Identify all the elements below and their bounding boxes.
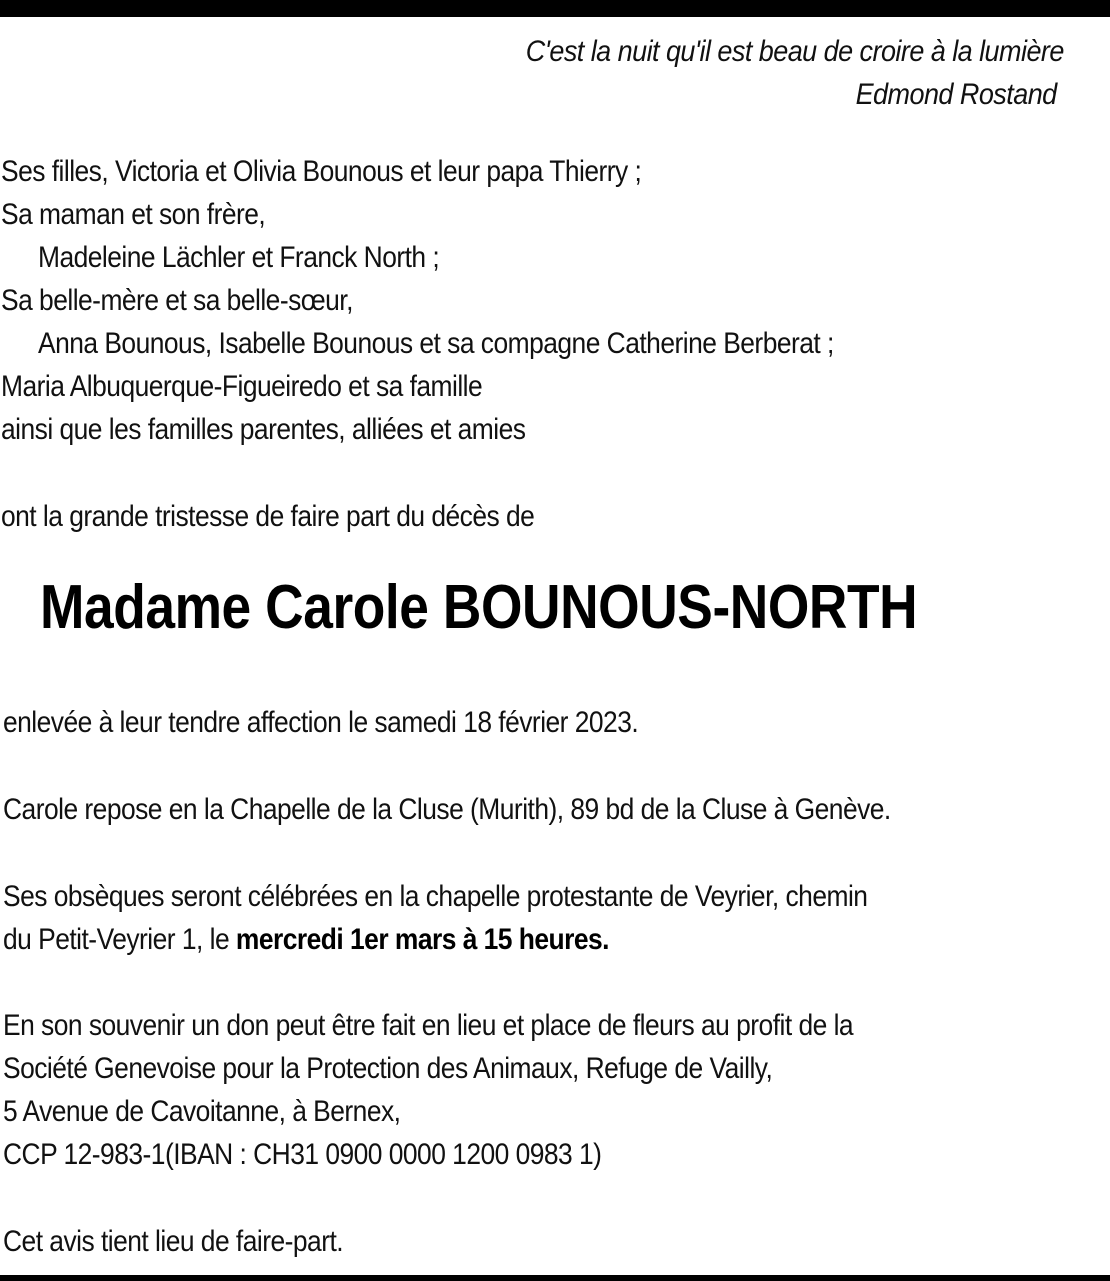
family-line-mother-brother-names: Madeleine Lächler et Franck North ; [38,241,440,274]
bottom-border-rule [0,1275,1110,1281]
family-line-mother-brother: Sa maman et son frère, [1,198,266,231]
funeral-line-1: Ses obsèques seront célébrées en la chapelle protestante de Veyrier, chemin [3,880,868,913]
family-line-maria: Maria Albuquerque-Figueiredo et sa famille [1,370,483,403]
top-border-rule [0,0,1110,17]
closing-text: Cet avis tient lieu de faire-part. [3,1225,344,1258]
epigraph-quote [526,30,1064,116]
family-line-in-laws: Sa belle-mère et sa belle-sœur, [1,284,353,317]
deceased-name: Madame Carole BOUNOUS-NORTH [40,573,918,642]
family-line-daughters: Ses filles, Victoria et Olivia Bounous et leur papa Thierry ; [1,155,642,188]
announcement-text: ont la grande tristesse de faire part du décès de [1,500,535,533]
funeral-line-2 [3,922,609,958]
funeral-location-text: du Petit-Veyrier 1, le [3,923,236,956]
resting-place-text: Carole repose en la Chapelle de la Cluse (Murith), 89 bd de la Cluse à Genève. [3,793,891,826]
family-line-in-laws-names: Anna Bounous, Isabelle Bounous et sa compagne Catherine Berberat ; [38,327,834,360]
donation-line-2: Société Genevoise pour la Protection des Animaux, Refuge de Vailly, [3,1052,773,1085]
funeral-date-time: mercredi 1er mars à 15 heures. [235,923,609,956]
quote-text: C'est la nuit qu'il est beau de croire à la lumière [525,35,1064,68]
donation-line-4: CCP 12-983-1(IBAN : CH31 0900 0000 1200 0983 1) [3,1138,602,1171]
death-date-text: enlevée à leur tendre affection le samedi 18 février 2023. [3,706,639,739]
donation-line-3: 5 Avenue de Cavoitanne, à Bernex, [3,1095,401,1128]
family-line-relatives: ainsi que les familles parentes, alliées et amies [1,413,526,446]
quote-author: Edmond Rostand [855,78,1057,111]
donation-line-1: En son souvenir un don peut être fait en lieu et place de fleurs au profit de la [3,1009,854,1042]
